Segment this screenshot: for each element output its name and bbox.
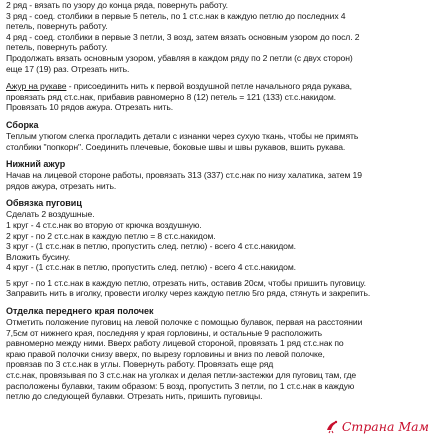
watermark-text: Страна Мам xyxy=(341,418,429,434)
lower-lace-heading: Нижний ажур xyxy=(6,159,66,170)
buttons-paragraph: Сделать 2 воздушные. 1 круг - 4 ст.с.нак во вторую от крючка воздушную. 2 круг - по 2 ст.с.нак в каждую петлю = 8 ст.с.накидом. 3 круг - (1 ст.с.нак в петлю, пропустить след. петлю) - всего 4 ст.с.накидом. Вложить бусину. 4 круг - (1 ст.с.нак в петлю, пропустить след. петлю) - всего 4 ст.с.накидом. xyxy=(6,209,296,273)
assembly-paragraph: Теплым утюгом слегка прогладить детали с изнанки через сухую ткань, чтобы не примять столбики "попкорн". Соединить плечевые, боковые швы и швы рукавов, вшить рукава. xyxy=(6,130,359,152)
assembly-heading: Сборка xyxy=(6,119,39,130)
sleeve-text: - присоединить нить к первой воздушной петле начального ряда рукава, провязать ряд ст.с.нак, прибавив равномерно 8 (12) петель = 121 (133) ст.с.накидом. Провязать 10 рядов ажура. Отрезать нить. xyxy=(6,81,352,113)
sleeve-paragraph xyxy=(6,81,430,113)
buttons-heading: Обвязка пуговиц xyxy=(6,198,82,209)
intro-paragraph: 2 ряд - вязать по узору до конца ряда, повернуть работу. 3 ряд - соед. столбики в первые 5 петель, по 1 ст.с.нак в каждую петлю до последних 4 петель, повернуть работу. 4 ряд - соед. столбики в первые 3 петли, 3 возд, затем вязать основным узором до посл. 2 петель, повернуть работу. Продолжать вязать основным узором, убавляя в каждом ряду по 2 петли (с двух сторон) еще 17 (19) раз. Отрезать нить. xyxy=(6,0,360,74)
edge-paragraph: Отметить положение пуговиц на левой полочке с помощью булавок, первая на расстоянии 7,5см от нижнего края, последняя у края горловины, и остальные 9 расположить равномерно между ними. Вверх работу лицевой стороной, провязать 1 ряд ст.с.нак по краю правой полочки снизу вверх, по вырезу горловины и вниз по левой полочке, провязав по 3 ст.с.нак в углы. Повернуть работу. Провязать еще ряд ст.с.нак, провязывая по 3 ст.с.нак на уголках и делая петли-застежки для пуговиц там, где расположены булавки, таким образом: 5 возд, пропустить 3 петли, по 1 ст.с.нак в каждую петлю до следующей булавки. Отрезать нить, пришить пуговицы. xyxy=(6,317,363,402)
sleeve-title: Ажур на рукаве xyxy=(6,81,67,92)
stork-logo-icon xyxy=(324,418,340,434)
watermark xyxy=(324,418,429,434)
edge-heading: Отделка переднего края полочек xyxy=(6,306,154,317)
lower-lace-paragraph: Начав на лицевой стороне работы, провязать 313 (337) ст.с.нак по низу халатика, затем 19 рядов ажура, отрезать нить. xyxy=(6,170,362,191)
buttons-paragraph-end: 5 круг - по 1 ст.с.нак в каждую петлю, отрезать нить, оставив 20см, чтобы пришить пуговицу. Заправить нить в иголку, провести иголку через каждую петлю 5го ряда, стянуть и закрепить. xyxy=(6,277,371,299)
document-page xyxy=(6,0,430,402)
